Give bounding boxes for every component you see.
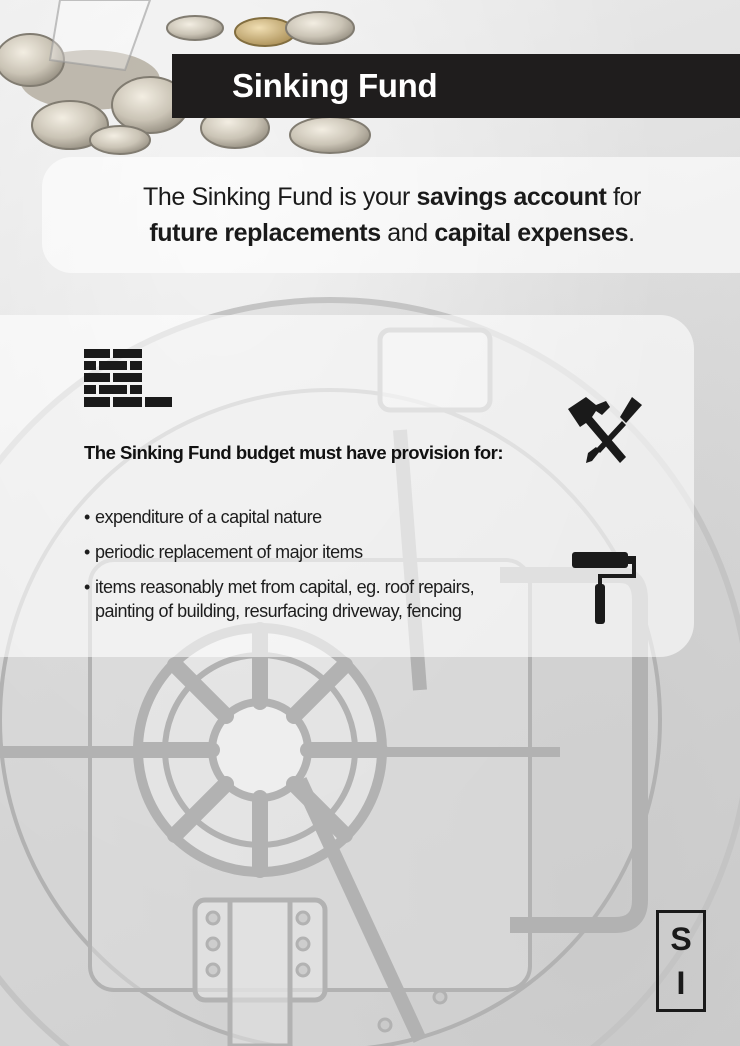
intro-bold-savings-account: savings account [416, 183, 607, 211]
list-item: • expenditure of a capital nature [84, 505, 554, 529]
title-bar [172, 54, 740, 118]
intro-text-part4: . [628, 219, 635, 247]
intro-bold-capital-expenses: capital expenses [434, 219, 629, 247]
logo-letter-i: I [676, 965, 686, 1001]
intro-panel [42, 157, 740, 273]
list-item-line1: items reasonably met from capital, eg. roof repairs, [95, 577, 475, 597]
brick-wall-icon [84, 349, 172, 409]
intro-text-part1: The Sinking Fund is your [143, 183, 417, 211]
provision-heading: The Sinking Fund budget must have provision for: [84, 442, 503, 463]
paint-roller-icon [570, 550, 640, 624]
list-item: • periodic replacement of major items [84, 540, 554, 564]
page-title: Sinking Fund [232, 67, 438, 104]
logo-letter-s: S [670, 921, 692, 957]
intro-text-part3: and [380, 219, 435, 247]
si-logo [656, 910, 706, 1012]
provision-list [84, 505, 554, 623]
intro-statement [42, 179, 740, 251]
list-item [84, 575, 554, 623]
hammer-screwdriver-icon [566, 395, 646, 465]
list-item-line2: painting of building, resurfacing driveway, fencing [95, 601, 462, 621]
intro-text-part2: for [606, 183, 641, 211]
intro-bold-future-replacements: future replacements [149, 219, 381, 247]
